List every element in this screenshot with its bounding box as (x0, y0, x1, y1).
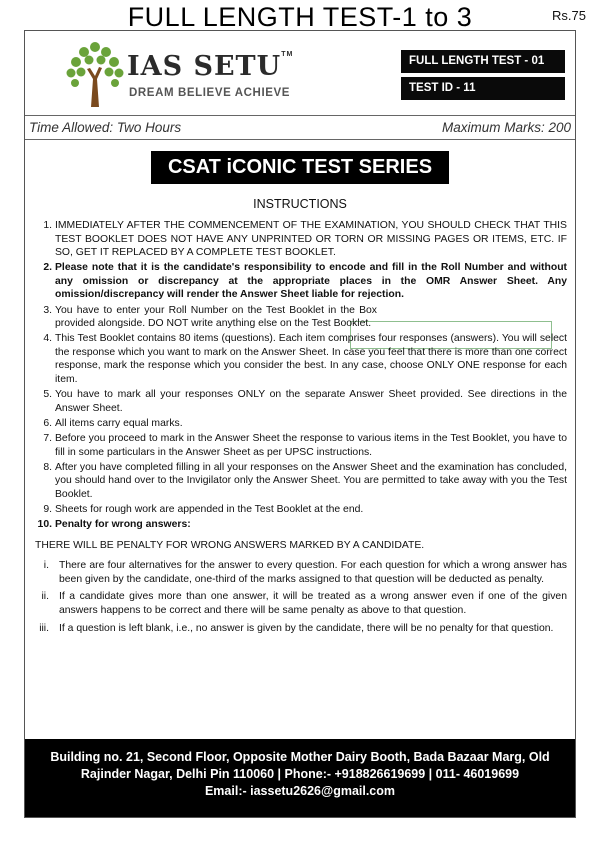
divider (25, 139, 575, 140)
instructions-list (35, 219, 567, 639)
instruction-item: 6. All items carry equal marks. (43, 417, 183, 429)
price-label: Rs.75 (552, 8, 586, 23)
instruction-item: 2. Please note that it is the candidate's responsibility to encode and fill in the Roll Number and without any omission or discrepancy at the appropriate places in the OMR Answer Sheet. Any omission/discrepancy will render the Answer Sheet liable for rejection. (43, 262, 567, 301)
instruction-item: 5. You have to mark all your responses ONLY on the separate Answer Sheet provided. See directions in the Answer Sheet. (43, 389, 567, 414)
page-top-title: FULL LENGTH TEST-1 to 3 (127, 2, 473, 32)
instructions-heading: INSTRUCTIONS (253, 197, 347, 211)
footer-email: Email:- iassetu2626@gmail.com (204, 784, 396, 798)
booklet-cover (24, 30, 576, 818)
instruction-item: 8. After you have completed filling in all your responses on the Answer Sheet and the examination has concluded, you should hand over to the Invigilator only the Answer Sheet. You are permitted to take away with you the Test Booklet. (43, 461, 567, 500)
instruction-item: 10. Penalty for wrong answers: (37, 518, 191, 530)
test-label-box: FULL LENGTH TEST - 01 (401, 50, 565, 73)
instruction-item: 4. This Test Booklet contains 80 items (questions). Each item comprises four responses (answers). You will select the response which you want to mark on the Answer Sheet. In case you feel that there is more than one correct response, mark the response which you consider the best. In any case, choose ONLY ONE response for each item. (43, 333, 567, 386)
penalty-item: ii. If a candidate gives more than one answer, it will be treated as a wrong answer even if one of the given answers happens to be correct and there will be same penalty as above to that question. (41, 591, 567, 616)
logo-name: IAS SETU™ (127, 51, 294, 82)
time-allowed: Time Allowed: Two Hours (29, 120, 182, 135)
footer-address-line: Building no. 21, Second Floor, Opposite Mother Dairy Booth, Bada Bazaar Marg, Old (50, 750, 550, 764)
logo-tagline: DREAM BELIEVE ACHIEVE (129, 87, 291, 99)
series-title: CSAT iCONIC TEST SERIES (151, 151, 449, 184)
divider (25, 115, 575, 116)
instruction-item: 9. Sheets for rough work are appended in the Test Booklet at the end. (43, 503, 364, 515)
instruction-item: 1. IMMEDIATELY AFTER THE COMMENCEMENT OF THE EXAMINATION, YOU SHOULD CHECK THAT THIS TEST BOOKLET DOES NOT HAVE ANY UNPRINTED OR TORN OR MISSING PAGES OR ITEMS, ETC. IF SO, GET IT REPLACED BY A COMPLETE TEST BOOKLET. (43, 220, 567, 259)
address-footer (25, 739, 575, 817)
instruction-item: 7. Before you proceed to mark in the Answer Sheet the response to various items in the Test Booklet, you have to fill in some particulars in the Answer Sheet as per UPSC instructions. (43, 432, 567, 458)
tree-logo-icon (65, 39, 125, 107)
penalty-item: i. There are four alternatives for the answer to every question. For each question for which a wrong answer has been given by the candidate, one-third of the marks assigned to that question will be deducted as penalty. (43, 560, 567, 585)
test-id-box: TEST ID - 11 (401, 77, 565, 100)
ias-setu-logo (65, 39, 295, 111)
penalty-item: iii. If a question is left blank, i.e., no answer is given by the candidate, there will be no penalty for that question. (39, 622, 554, 634)
penalty-intro: THERE WILL BE PENALTY FOR WRONG ANSWERS MARKED BY A CANDIDATE. (35, 539, 425, 551)
footer-address-line: Rajinder Nagar, Delhi Pin 110060 | Phone:- +918826619699 | 011- 46019699 (80, 767, 520, 781)
maximum-marks: Maximum Marks: 200 (441, 120, 571, 135)
instruction-item: 3. You have to enter your Roll Number on the Test Booklet in the Box provided alongside. DO NOT write anything else on the Test Booklet. (43, 304, 377, 330)
